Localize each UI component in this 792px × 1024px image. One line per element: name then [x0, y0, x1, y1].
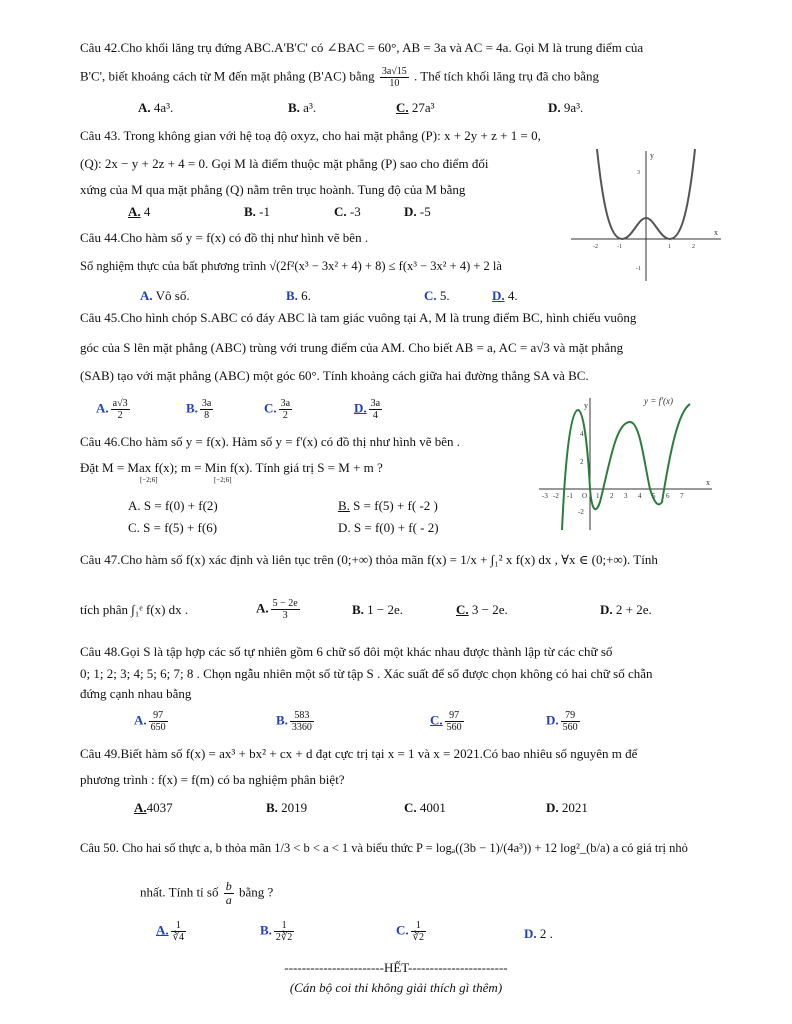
q49-option-d[interactable]: D. 2021: [546, 800, 588, 815]
q43-option-c[interactable]: C. -3: [334, 204, 361, 219]
q50-line1: Câu 50. Cho hai số thực a, b thỏa mãn 1/3 < b < a < 1 và biểu thức P = logₐ((3b − 1)/(4a³)) + 12 log²_(b/a) a có giá trị nhỏ: [80, 841, 688, 855]
q48-line3: đứng cạnh nhau bằng: [80, 686, 192, 701]
q46-xtick: O: [582, 492, 588, 500]
q44-tick: 3: [637, 170, 640, 176]
q45-option-a[interactable]: A. $\frac{a√3}{2}$: [96, 398, 128, 421]
q44-tick: -2: [593, 244, 598, 250]
q45-line3: (SAB) tạo với mặt phẳng (ABC) một góc 60°. Tính khoảng cách giữa hai đường thẳng SA và BC.: [80, 368, 589, 383]
q42-line1: Câu 42.Cho khối lăng trụ đứng ABC.A'B'C' có ∠BAC = 60°, AB = 3a và AC = 4a. Gọi M là trung điểm của: [80, 40, 644, 55]
q47-option-c[interactable]: C. 3 − 2e.: [456, 602, 508, 617]
q50-option-b[interactable]: B. $\frac{1}{2∛2}$: [260, 920, 293, 943]
q48-option-b[interactable]: B. $\frac{583}{3360}$: [276, 710, 312, 733]
q46-ytick: -2: [578, 508, 584, 516]
q47-option-a[interactable]: A. $\frac{5 - 2e}{3}$: [256, 598, 298, 621]
q49-option-b[interactable]: B. 2019: [266, 800, 308, 815]
q47-option-d[interactable]: D. 2 + 2e.: [600, 602, 652, 617]
q42-option-b[interactable]: B. a³.: [288, 100, 317, 115]
q46-title: y = f'(x): [644, 396, 673, 406]
q44-line1: Câu 44.Cho hàm số y = f(x) có đồ thị như hình vẽ bên .: [80, 230, 369, 245]
q47-option-b[interactable]: B. 1 − 2e.: [352, 602, 404, 617]
q46-line2: Đặt M = Max f(x); m = Min f(x). Tính giá trị S = M + m ?: [80, 460, 383, 475]
q43-line1: Câu 43. Trong không gian với hệ toạ độ oxyz, cho hai mặt phẳng (P): x + 2y + z + 1 = 0,: [80, 128, 541, 143]
q44-option-d[interactable]: D. 4.: [492, 288, 518, 303]
q47-line2: tích phân ∫₁ᵉ f(x) dx .: [80, 602, 189, 617]
q44-tick: -1: [617, 244, 622, 250]
q44-x-label: x: [714, 228, 718, 237]
q46-graph: [536, 392, 716, 532]
q46-option-b[interactable]: B. S = f(5) + f( -2 ): [338, 498, 438, 513]
q44-line2: Số nghiệm thực của bất phương trình √(2f²(x³ − 3x² + 4) + 8) ≤ f(x³ − 3x² + 4) + 2 là: [80, 259, 502, 273]
q44-option-c[interactable]: C. 5.: [424, 288, 450, 303]
q46-xtick: -1: [567, 492, 573, 500]
q46-xtick: -2: [553, 492, 559, 500]
q49-option-c[interactable]: C. 4001: [404, 800, 446, 815]
q46-option-d[interactable]: D. S = f(0) + f( - 2): [338, 520, 439, 535]
q46-xtick: 1: [596, 492, 600, 500]
q46-xtick: -3: [542, 492, 548, 500]
q46-xtick: 2: [610, 492, 614, 500]
q45-line1: Câu 45.Cho hình chóp S.ABC có đáy ABC là tam giác vuông tại A, M là trung điểm BC, hình chiếu vuông: [80, 310, 637, 325]
q44-option-b[interactable]: B. 6.: [286, 288, 311, 303]
footer-note: (Cán bộ coi thi không giải thích gì thêm): [289, 980, 503, 995]
q48-line2: 0; 1; 2; 3; 4; 5; 6; 7; 8 . Chọn ngẫu nhiên một số từ tập S . Xác suất để số được chọn không có hai chữ số chẵn: [80, 666, 653, 681]
q44-tick: 2: [692, 244, 695, 250]
q44-tick: 1: [668, 244, 671, 250]
q43-option-d[interactable]: D. -5: [404, 204, 431, 219]
q46-xtick: 6: [666, 492, 670, 500]
q47-line1: Câu 47.Cho hàm số f(x) xác định và liên tục trên (0;+∞) thỏa mãn f(x) = 1/x + ∫₁² x f(x) dx , ∀x ∈ (0;+∞). Tính: [80, 552, 658, 567]
q46-option-a[interactable]: A. S = f(0) + f(2): [128, 498, 218, 513]
q44-y-label: y: [650, 151, 654, 160]
q49-line2: phương trình : f(x) = f(m) có ba nghiệm phân biệt?: [80, 772, 345, 787]
q46-ytick: 4: [580, 430, 584, 438]
q42-option-a[interactable]: A. 4a³.: [138, 100, 174, 115]
q43-option-b[interactable]: B. -1: [244, 204, 271, 219]
q49-line1: Câu 49.Biết hàm số f(x) = ax³ + bx² + cx + d đạt cực trị tại x = 1 và x = 2021.Có bao nhiêu số nguyên m để: [80, 746, 638, 761]
q46-x-label: x: [706, 478, 710, 487]
q42-option-c[interactable]: C. 27a³: [396, 100, 435, 115]
q43-option-a[interactable]: A. 4: [128, 204, 151, 219]
q44-option-a[interactable]: A. Vô số.: [140, 288, 190, 303]
q45-line2: góc của S lên mặt phẳng (ABC) trùng với trung điểm của AM. Cho biết AB = a, AC = a√3 và mặt phẳng: [80, 340, 624, 355]
q49-option-a[interactable]: A.4037: [134, 800, 173, 815]
q46-xtick: 7: [680, 492, 684, 500]
q46-sub1: [−2;6]: [140, 476, 158, 484]
q46-sub2: [−2;6]: [214, 476, 232, 484]
q42-line2: B'C', biết khoảng cách từ M đến mặt phẳng (B'AC) bằng $\frac{3a√15}{10}$ . Thể tích khối lăng trụ đã cho bằng: [80, 66, 600, 89]
q48-option-a[interactable]: A. $\frac{97}{650}$: [134, 710, 166, 733]
q50-option-a[interactable]: A. $\frac{1}{∛4}$: [156, 920, 185, 943]
q48-option-c[interactable]: C. $\frac{97}{560}$: [430, 710, 462, 733]
q45-option-c[interactable]: C. $\frac{3a}{2}$: [264, 398, 291, 421]
q45-option-b[interactable]: B. $\frac{3a}{8}$: [186, 398, 212, 421]
q46-ytick: 2: [580, 458, 584, 466]
q42-fraction: $\frac{3a√15}{10}$: [381, 66, 407, 89]
q50-option-c[interactable]: C. $\frac{1}{∛2}$: [396, 920, 425, 943]
q44-graph: [566, 146, 726, 286]
q46-xtick: 5: [652, 492, 656, 500]
q50-ratio: $\frac{b}{a}$: [225, 879, 232, 907]
q43-line2: (Q): 2x − y + 2z + 4 = 0. Gọi M là điểm thuộc mặt phẳng (P) sao cho điểm đối: [80, 156, 489, 171]
q46-y-label: y: [584, 401, 588, 410]
q50-line2: nhất. Tính tỉ số $\frac{b}{a}$ bằng ?: [140, 879, 274, 907]
q45-option-d[interactable]: D. $\frac{3a}{4}$: [354, 398, 381, 421]
q46-option-c[interactable]: C. S = f(5) + f(6): [128, 520, 218, 535]
q48-option-d[interactable]: D. $\frac{79}{560}$: [546, 710, 578, 733]
q48-line1: Câu 48.Gọi S là tập hợp các số tự nhiên gồm 6 chữ số đôi một khác nhau được thành lập từ các chữ số: [80, 644, 613, 659]
q42-option-d[interactable]: D. 9a³.: [548, 100, 584, 115]
q46-xtick: 4: [638, 492, 642, 500]
q46-line1: Câu 46.Cho hàm số y = f(x). Hàm số y = f'(x) có đồ thị như hình vẽ bên .: [80, 434, 461, 449]
q46-xtick: 3: [624, 492, 628, 500]
q50-option-d[interactable]: D. 2 .: [524, 926, 553, 941]
q44-tick: -1: [636, 266, 641, 272]
q43-line3: xứng của M qua mặt phẳng (Q) nằm trên trục hoành. Tung độ của M bằng: [80, 182, 466, 197]
footer-end: -----------------------HẾT-----------------------: [284, 960, 508, 975]
